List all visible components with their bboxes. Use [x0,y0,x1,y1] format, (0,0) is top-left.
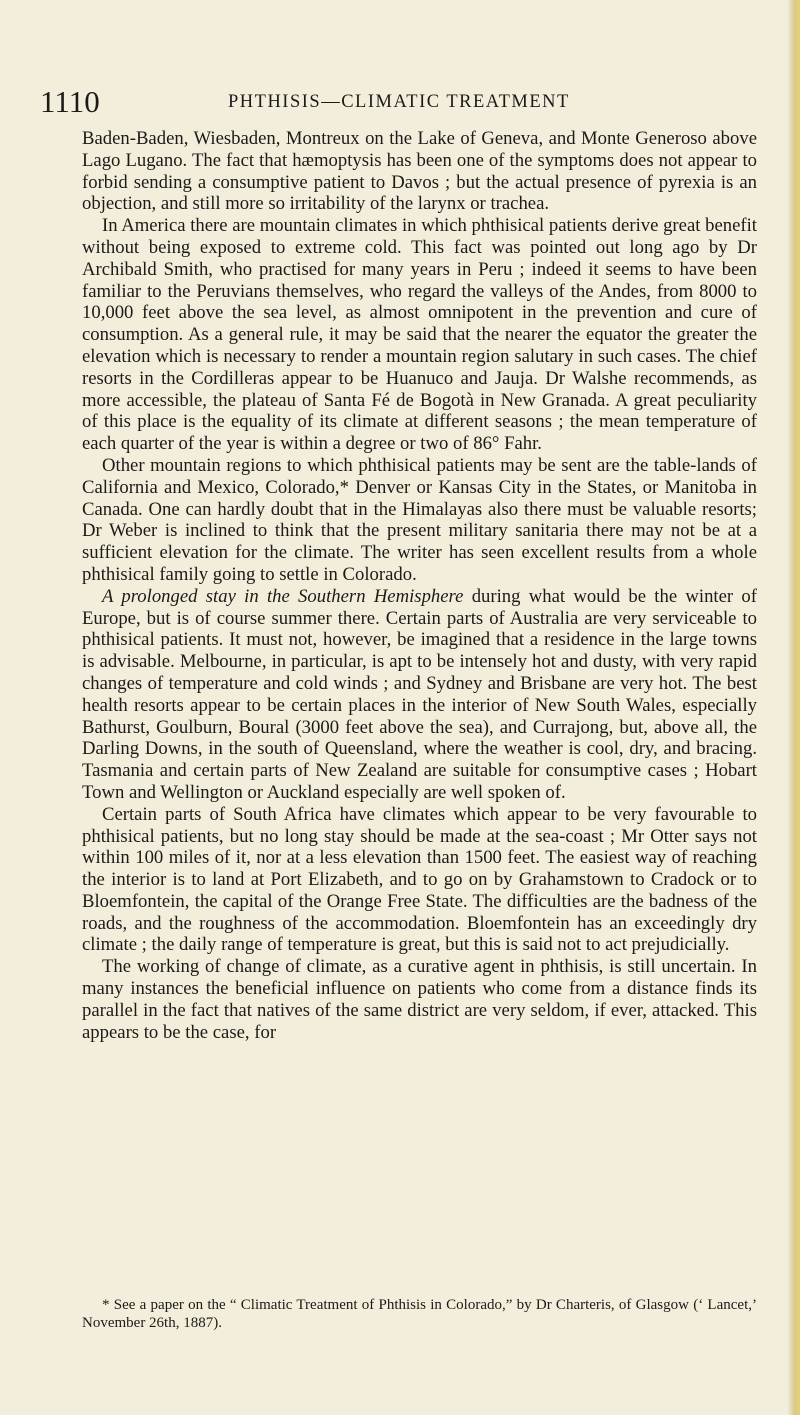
paragraph: Certain parts of South Africa have climates which appear to be very favourable to phthisical patients, but no long stay should be made at the sea-coast ; Mr Otter says not within 100 miles of it, nor at a less elevation than 1500 feet. The easiest way of reaching the interior is to land at Port Elizabeth, and to go on by Grahamstown to Cradock or to Bloemfontein, the capital of the Orange Free State. The difficulties are the badness of the roads, and the roughness of the accommodation. Bloemfontein has an exceedingly dry climate ; the daily range of temperature is great, but this is said not to act prejudicially. [82,803,757,956]
italic-lead: A prolonged stay in the Southern Hemisphere [102,585,464,607]
footnote: * See a paper on the “ Climatic Treatment of Phthisis in Colorado,” by Dr Charteris, of Glasgow (‘ Lancet,’ November 26th, 1887). [82,1297,757,1331]
paragraph: Baden-Baden, Wiesbaden, Montreux on the Lake of Geneva, and Monte Generoso above Lago Lugano. The fact that hæmoptysis has been one of the symptoms does not appear to forbid sending a consumptive patient to Davos ; but the actual presence of pyrexia is an objection, and still more so irritability of the larynx or trachea. [82,128,757,215]
page-number: 1110 [40,84,100,119]
page-edge [788,0,800,1415]
running-title: PHTHISIS—CLIMATIC TREATMENT [228,92,570,112]
paragraph-text: during what would be the winter of Europe, but is of course summer there. Certain parts of Australia are very serviceable to phthisical patients. It must not, however, be imagined that a residence in the large towns is advisable. Melbourne, in particular, is apt to be intensely hot and dusty, with very rapid changes of temperature and cold winds ; and Sydney and Brisbane are very hot. The best health resorts appear to be certain places in the interior of New South Wales, especially Bathurst, Goulburn, Boural (3000 feet above the sea), and Currajong, but, above all, the Darling Downs, in the south of Queensland, where the weather is cool, dry, and bracing. Tasmania and certain parts of New Zealand are suitable for consumptive cases ; Hobart Town and Wellington or Auckland especially are well spoken of. [82,585,757,803]
paragraph [82,586,757,804]
paragraph: The working of change of climate, as a curative agent in phthisis, is still uncertain. In many instances the beneficial influence on patients who come from a distance finds its parallel in the fact that natives of the same district are very seldom, if ever, attacked. This appears to be the case, for [82,956,757,1043]
paragraph: Other mountain regions to which phthisical patients may be sent are the table-lands of California and Mexico, Colorado,* Denver or Kansas City in the States, or Manitoba in Canada. One can hardly doubt that in the Himalayas also there must be valuable resorts; Dr Weber is inclined to think that the present military sanitaria there may not be at a sufficient elevation for the climate. The writer has seen excellent results from a whole phthisical family going to settle in Colorado. [82,454,757,585]
body-text [82,128,757,1043]
page-header [40,84,770,122]
paragraph: In America there are mountain climates in which phthisical patients derive great benefit without being exposed to extreme cold. This fact was pointed out long ago by Dr Archibald Smith, who practised for many years in Peru ; indeed it seems to have been familiar to the Peruvians themselves, who regard the valleys of the Andes, from 8000 to 10,000 feet above the sea level, as almost omnipotent in the prevention and cure of consumption. As a general rule, it may be said that the nearer the equator the greater the elevation which is necessary to render a mountain region salutary in such cases. The chief resorts in the Cordilleras appear to be Huanuco and Jauja. Dr Walshe recommends, as more accessible, the plateau of Santa Fé de Bogotà in New Granada. A great peculiarity of this place is the equality of its climate at different seasons ; the mean temperature of each quarter of the year is within a degree or two of 86° Fahr. [82,215,757,455]
